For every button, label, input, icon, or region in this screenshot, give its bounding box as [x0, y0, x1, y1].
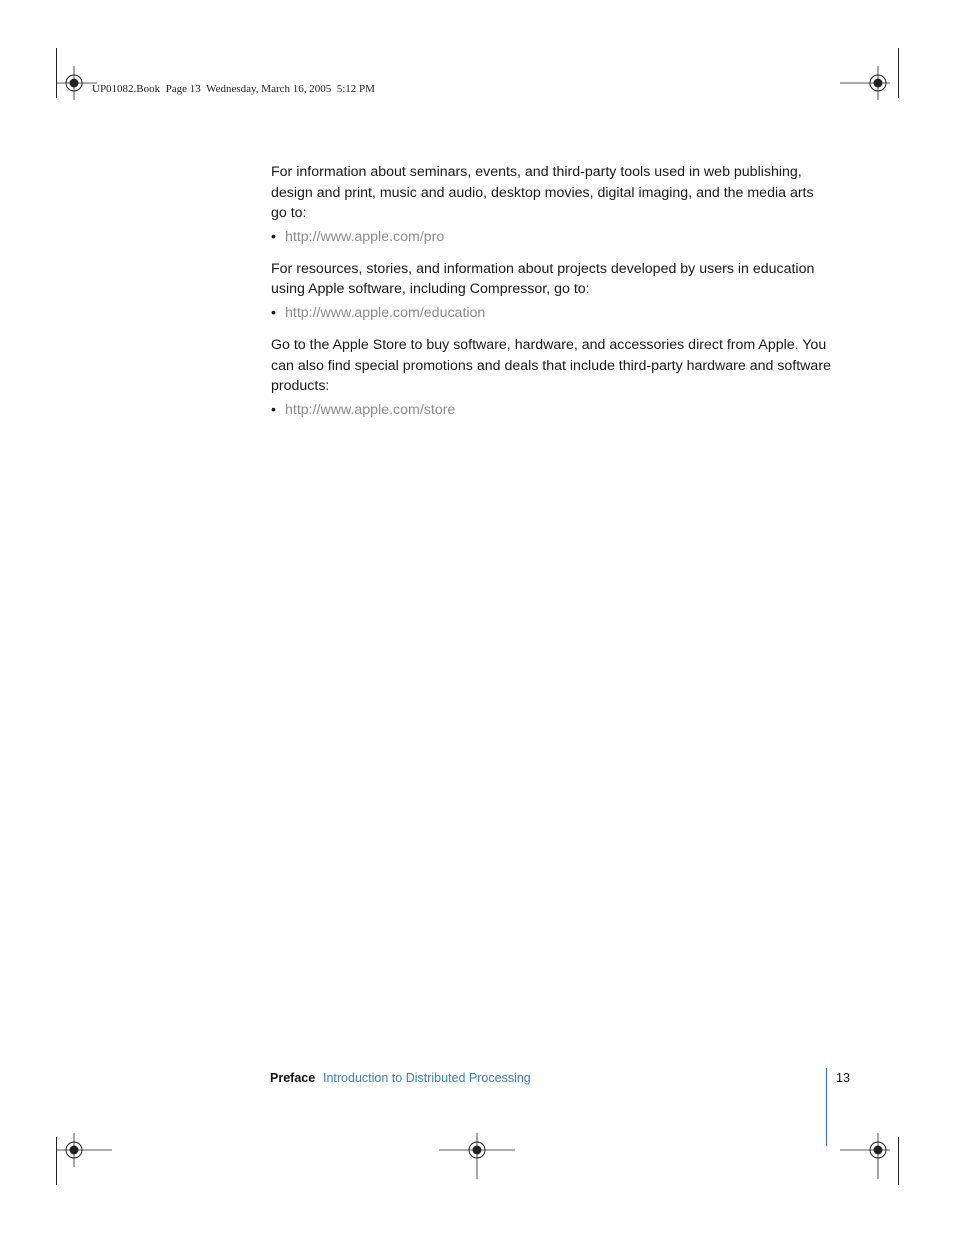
paragraph: For information about seminars, events, and third-party tools used in web publishing, design and print, music and audio, desktop movies, digital imaging, and the media arts go to: [271, 164, 814, 222]
bullet-icon: • [271, 228, 276, 245]
bullet-icon: • [271, 401, 276, 418]
paragraph: For resources, stories, and information about projects developed by users in education using Apple software, including Compressor, go to: [271, 260, 815, 298]
main-content [271, 162, 831, 432]
page-number-rule [826, 1068, 827, 1146]
registration-mark-icon [57, 66, 97, 100]
link-apple-pro[interactable]: http://www.apple.com/pro [285, 228, 445, 245]
registration-mark-icon [840, 1133, 890, 1179]
footer-section-label: Preface [270, 1071, 316, 1085]
bullet-icon: • [271, 304, 276, 321]
paragraph: Go to the Apple Store to buy software, hardware, and accessories direct from Apple. You can also find special promotions and deals that include third-party hardware and software products: [271, 336, 831, 395]
crop-mark [898, 48, 899, 98]
registration-mark-icon [439, 1133, 515, 1179]
crop-mark [898, 1137, 899, 1185]
page-number: 13 [836, 1071, 850, 1085]
bullet-link-item [271, 303, 831, 323]
footer-chapter-title: Introduction to Distributed Processing [323, 1071, 531, 1085]
link-apple-store[interactable]: http://www.apple.com/store [285, 401, 456, 418]
print-slug: UP01082.Book Page 13 Wednesday, March 16, 2005 5:12 PM [92, 83, 375, 95]
registration-mark-icon [840, 66, 890, 100]
bullet-link-item [271, 400, 831, 420]
link-apple-education[interactable]: http://www.apple.com/education [285, 304, 486, 321]
bullet-link-item [271, 227, 831, 247]
registration-mark-icon [57, 1133, 112, 1167]
